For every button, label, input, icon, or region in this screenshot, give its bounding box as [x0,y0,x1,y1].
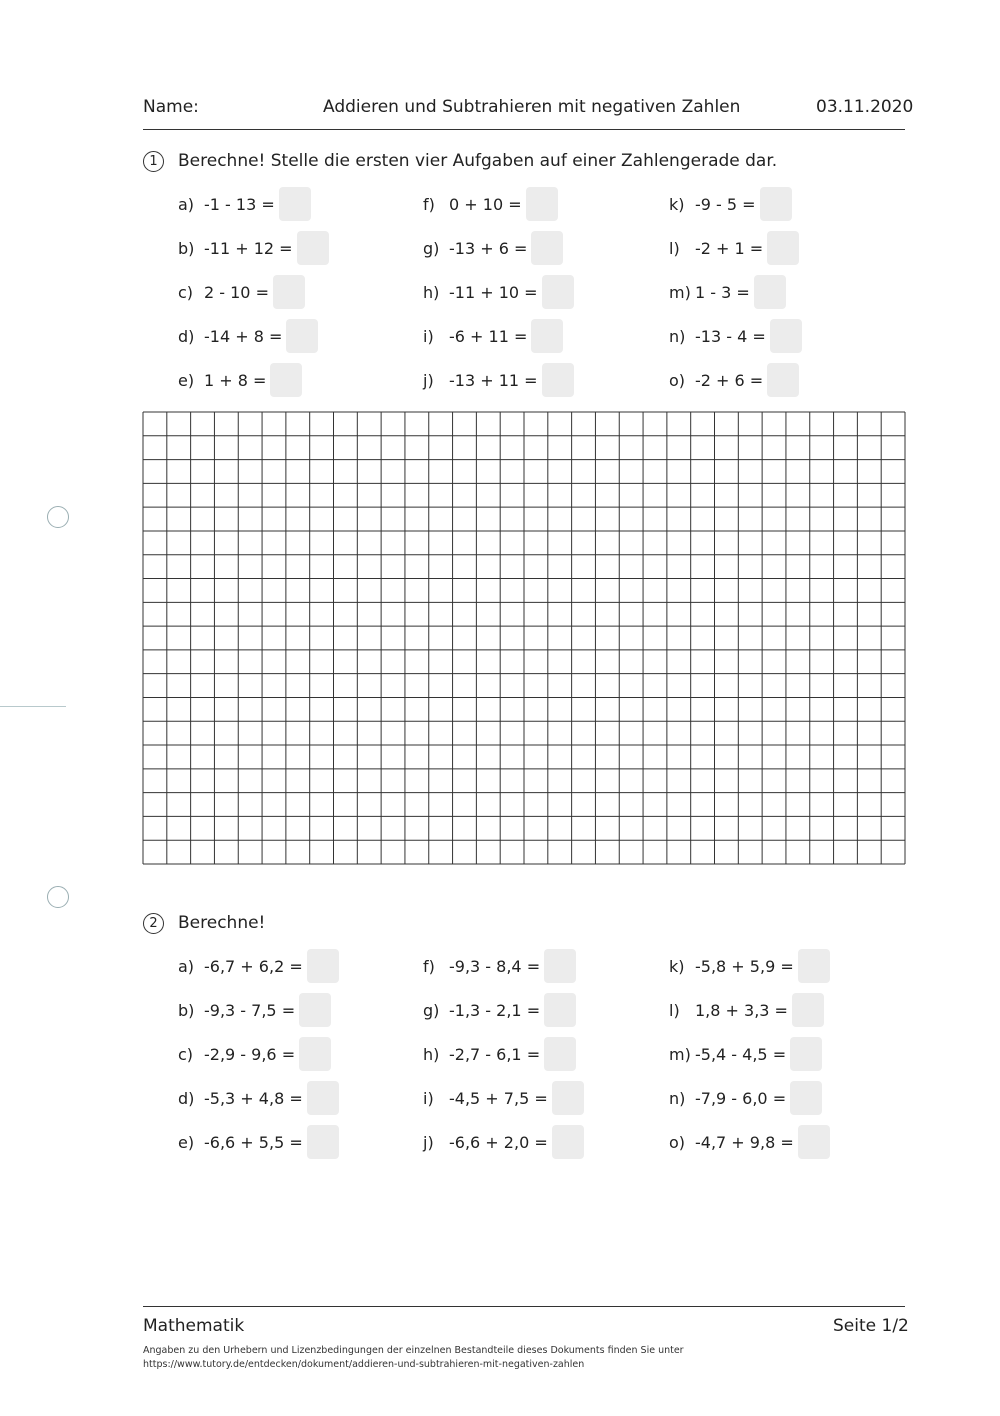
header-divider [143,129,905,130]
answer-box[interactable] [531,231,563,265]
task-expression: -5,3 + 4,8 = [204,1088,303,1108]
answer-box[interactable] [307,1081,339,1115]
task-label: m) [669,282,691,302]
task-expression: -5,8 + 5,9 = [695,956,794,976]
answer-box[interactable] [790,1037,822,1071]
answer-box[interactable] [542,275,574,309]
task-item [669,949,830,983]
task-item [669,993,824,1027]
task-item [423,363,574,397]
task-expression: -6,6 + 5,5 = [204,1132,303,1152]
task-expression: -6,6 + 2,0 = [449,1132,548,1152]
task-item [669,231,799,265]
task-expression: 1 - 3 = [695,282,750,302]
answer-box[interactable] [792,993,824,1027]
answer-box[interactable] [767,363,799,397]
task-expression: -13 + 6 = [449,238,528,258]
task-item [423,1037,576,1071]
task-expression: 2 - 10 = [204,282,269,302]
answer-box[interactable] [770,319,802,353]
fold-mark [0,706,66,707]
task-item [178,949,339,983]
task-item [178,231,329,265]
answer-box[interactable] [760,187,792,221]
task-expression: -1 - 13 = [204,194,275,214]
task-label: i) [423,1088,434,1108]
task-item [669,1125,830,1159]
task-label: m) [669,1044,691,1064]
task-item [669,319,802,353]
answer-box[interactable] [542,363,574,397]
task-item [669,363,799,397]
task-label: j) [423,370,434,390]
task-label: e) [178,370,195,390]
answer-box[interactable] [297,231,329,265]
answer-box[interactable] [273,275,305,309]
task-expression: -2,7 - 6,1 = [449,1044,541,1064]
document-date: 03.11.2020 [816,97,914,117]
task-item [178,1125,339,1159]
answer-box[interactable] [299,1037,331,1071]
task-label: n) [669,326,686,346]
task-item [423,1125,584,1159]
task-item [423,187,558,221]
task-label: o) [669,1132,686,1152]
answer-box[interactable] [552,1081,584,1115]
task-label: c) [178,282,194,302]
task-item [669,1037,822,1071]
task-expression: -14 + 8 = [204,326,283,346]
task-expression: -7,9 - 6,0 = [695,1088,787,1108]
punch-hole-top-icon [47,506,69,528]
answer-box[interactable] [552,1125,584,1159]
task-label: g) [423,238,440,258]
task-item [423,993,576,1027]
task-item [423,949,576,983]
answer-box[interactable] [544,949,576,983]
task-expression: -2 + 1 = [695,238,764,258]
task-expression: -2,9 - 9,6 = [204,1044,296,1064]
exercise-2-instruction: Berechne! [178,913,266,933]
task-label: d) [178,1088,195,1108]
name-label: Name: [143,97,199,117]
task-expression: -13 + 11 = [449,370,538,390]
task-expression: -9,3 - 8,4 = [449,956,541,976]
task-expression: -6 + 11 = [449,326,528,346]
task-item [669,187,792,221]
answer-box[interactable] [299,993,331,1027]
license-link[interactable]: https://www.tutory.de/entdecken/dokument/addieren-und-subtrahieren-mit-negativen-zahlen [143,1359,585,1370]
task-label: f) [423,956,435,976]
task-label: f) [423,194,435,214]
task-label: n) [669,1088,686,1108]
task-item [178,1037,331,1071]
footer-subject: Mathematik [143,1316,245,1336]
task-label: b) [178,238,195,258]
answer-box[interactable] [531,319,563,353]
task-label: j) [423,1132,434,1152]
task-label: a) [178,194,195,214]
task-expression: -11 + 10 = [449,282,538,302]
task-expression: -2 + 6 = [695,370,764,390]
task-item [178,275,305,309]
task-label: k) [669,956,685,976]
footer-page-number: Seite 1/2 [833,1316,909,1336]
exercise-1-instruction: Berechne! Stelle die ersten vier Aufgaben auf einer Zahlengerade dar. [178,151,778,171]
page-title: Addieren und Subtrahieren mit negativen Zahlen [323,97,741,117]
task-expression: 0 + 10 = [449,194,522,214]
answer-box[interactable] [307,1125,339,1159]
task-expression: -4,7 + 9,8 = [695,1132,794,1152]
task-label: e) [178,1132,195,1152]
task-label: o) [669,370,686,390]
task-label: g) [423,1000,440,1020]
task-item [669,1081,822,1115]
answer-box[interactable] [286,319,318,353]
exercise-1-number: 1 [143,151,164,172]
task-expression: 1 + 8 = [204,370,267,390]
task-item [669,275,786,309]
task-expression: -5,4 - 4,5 = [695,1044,787,1064]
task-expression: -11 + 12 = [204,238,293,258]
task-expression: -4,5 + 7,5 = [449,1088,548,1108]
answer-box[interactable] [279,187,311,221]
answer-box[interactable] [798,949,830,983]
answer-box[interactable] [307,949,339,983]
answer-box[interactable] [767,231,799,265]
task-item [423,231,563,265]
punch-hole-bottom-icon [47,886,69,908]
task-label: l) [669,238,680,258]
task-item [178,319,318,353]
answer-box[interactable] [544,1037,576,1071]
task-expression: -9,3 - 7,5 = [204,1000,296,1020]
task-label: d) [178,326,195,346]
task-expression: -6,7 + 6,2 = [204,956,303,976]
task-label: a) [178,956,195,976]
task-expression: 1,8 + 3,3 = [695,1000,788,1020]
task-expression: -13 - 4 = [695,326,766,346]
task-item [423,319,563,353]
task-label: h) [423,1044,440,1064]
task-expression: -9 - 5 = [695,194,756,214]
answer-box[interactable] [754,275,786,309]
task-label: b) [178,1000,195,1020]
grid-paper[interactable] [142,411,906,865]
answer-box[interactable] [544,993,576,1027]
answer-box[interactable] [526,187,558,221]
task-label: l) [669,1000,680,1020]
task-item [178,363,302,397]
task-label: h) [423,282,440,302]
footer-divider [143,1306,905,1307]
exercise-2-number: 2 [143,913,164,934]
task-item [423,275,574,309]
answer-box[interactable] [798,1125,830,1159]
task-item [178,187,311,221]
task-label: c) [178,1044,194,1064]
task-label: k) [669,194,685,214]
task-expression: -1,3 - 2,1 = [449,1000,541,1020]
task-item [423,1081,584,1115]
answer-box[interactable] [790,1081,822,1115]
license-note: Angaben zu den Urhebern und Lizenzbedingungen der einzelnen Bestandteile dieses Dokuments finden Sie unter [143,1345,684,1356]
task-item [178,993,331,1027]
answer-box[interactable] [270,363,302,397]
task-label: i) [423,326,434,346]
task-item [178,1081,339,1115]
